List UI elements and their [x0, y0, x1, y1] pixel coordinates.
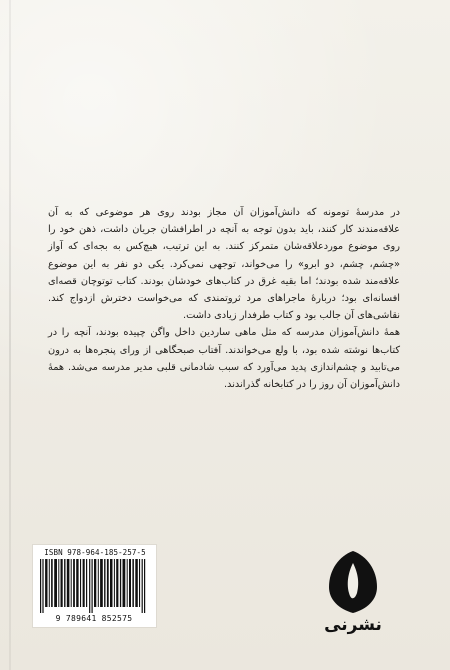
blurb-paragraph: همهٔ دانش‌آموزان مدرسه که مثل ماهی ساردین داخل واگن چپیده بودند، آنچه را در کتاب‌ها نوشته شده بود، با ولع می‌خواندند. آفتاب صبحگاهی از ورای پنجره‌ها به درون می‌تابید و چشم‌اندازی پدید می‌آورد که سبب شادمانی قلبی مدیر مدرسه می‌شد. همهٔ دانش‌آموزان آن روز را در کتابخانه گذراندند. [48, 327, 400, 391]
spine-crease [9, 0, 11, 670]
barcode-icon [40, 559, 149, 613]
isbn-label: ISBN 978-964-185-257-5 [44, 548, 146, 557]
blurb-paragraph: در مدرسهٔ تومونه که دانش‌آموزان آن مجاز بودند روی هر موضوعی که به آن علاقه‌مندند کار کنند، باید بدون توجه به آنچه در اطرافشان جریان داشت، ذهن خود را روی موضوع موردعلاقه‌شان متمرکز کنند. به این ترتیب، هیچ‌کس به بجه‌ای که آواز «چشم، چشم، دو ابرو» را می‌خواند، توجهی نمی‌کرد. یکی دو نفر به این موضوع علاقه‌مند شده بودند؛ اما بقیه غرق در کتاب‌های خودشان بودند. کتاب توتوچان قصه‌ای افسانه‌ای بود؛ دربارهٔ ماجراهای مرد ثروتمندی که می‌خواست دخترش ازدواج کند. نقاشی‌های آن جالب بود و کتاب طرفدار زیادی داشت. [48, 207, 400, 322]
publisher-name: نشرنی [324, 615, 382, 635]
barcode-number: 9 789641 852575 [55, 614, 133, 623]
isbn-barcode [33, 545, 156, 627]
back-cover-blurb [48, 204, 400, 393]
